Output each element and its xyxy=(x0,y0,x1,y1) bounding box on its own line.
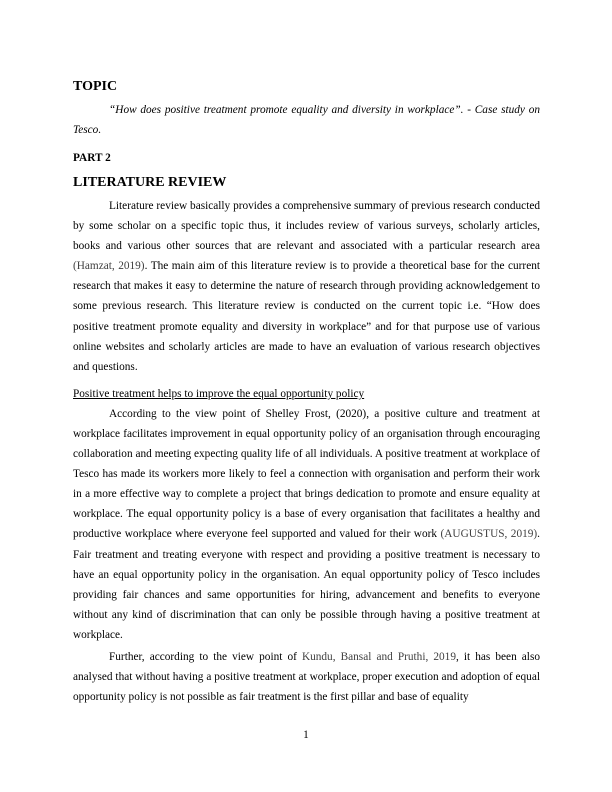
citation: (Hamzat, 2019) xyxy=(73,260,145,273)
literature-review-paragraph xyxy=(73,196,540,377)
paragraph-text: , it has been also analysed that without having a positive treatment at workplace, proper execution and adoption of equal opportunity policy is not possible as fair treatment is the first pillar and base of equality xyxy=(73,650,540,704)
section-paragraph-2 xyxy=(73,647,540,707)
paragraph-text: . The main aim of this literature review is to provide a theoretical base for the current research that makes it easy to determine the nature of research through providing acknowledgement to some previous research. This literature review is conducted on the current topic i.e. “How does positive treatment promote equality and diversity in workplace” and for that purpose use of various online websites and scholarly articles are made to have an evaluation of various research objectives and questions. xyxy=(73,260,540,373)
paragraph-text: . Fair treatment and treating everyone with respect and providing a positive treatment is necessary to have an equal opportunity policy in the organisation. An equal opportunity policy of Tesco includes providing fair chances and same opportunities for hiring, advancement and benefits to everyone without any kind of discrimination that can only be possible through having a positive treatment at workplace. xyxy=(73,528,540,641)
citation: (AUGUSTUS, 2019) xyxy=(440,528,538,541)
document-page xyxy=(73,78,540,707)
topic-text: “How does positive treatment promote equality and diversity in workplace”. - Case study on Tesco. xyxy=(73,104,540,136)
part-heading: PART 2 xyxy=(73,152,111,164)
section-subheading: Positive treatment helps to improve the equal opportunity policy xyxy=(73,387,365,400)
paragraph-text: According to the view point of Shelley Frost, (2020), a positive culture and treatment at workplace facilitates improvement in equal opportunity policy of an organisation through encouraging collaboration and meeting expecting quality life of all individuals. A positive treatment at workplace of Tesco has made its workers more likely to feel a connection with organisation and perform their work in a more effective way to complete a project that brings dedication to promote and ensure equality at workplace. The equal opportunity policy is a base of every organisation that facilitates a healthy and productive workplace where everyone feel supported and valued for their work xyxy=(73,407,540,541)
section-paragraph-1 xyxy=(73,404,540,645)
paragraph-text: Literature review basically provides a comprehensive summary of previous research conducted by some scholar on a specific topic thus, it includes review of various surveys, scholarly articles, books and various other sources that are relevant and associated with a particular research area xyxy=(73,200,540,253)
literature-review-heading: LITERATURE REVIEW xyxy=(73,175,227,190)
paragraph-text: Further, according to the view point of xyxy=(109,650,302,663)
topic-heading: TOPIC xyxy=(73,79,118,94)
citation: Kundu, Bansal and Pruthi, 2019 xyxy=(301,650,456,663)
page-number: 1 xyxy=(303,729,309,741)
